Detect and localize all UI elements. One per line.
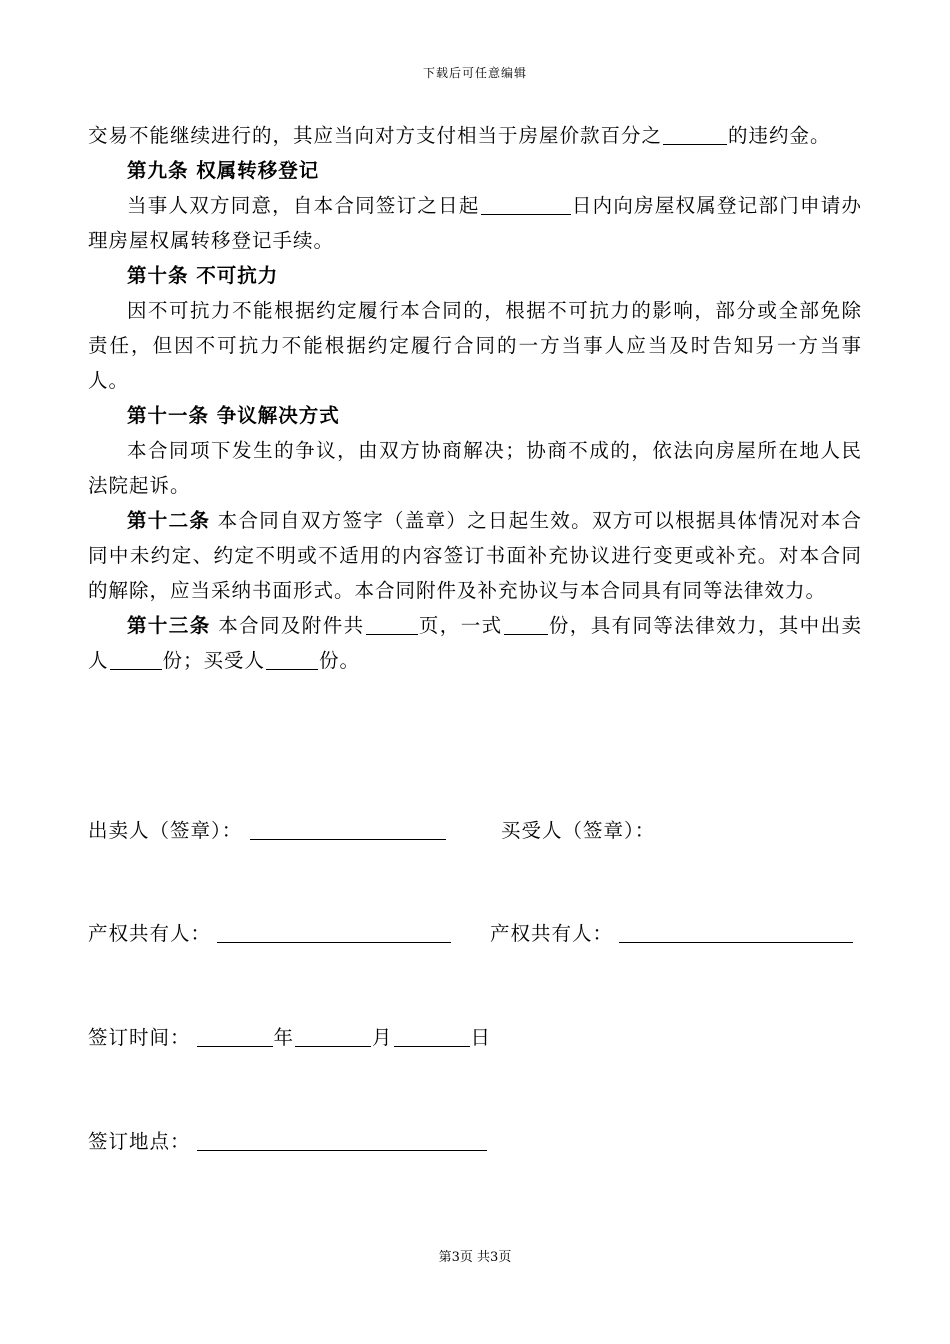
article-13-label: 第十三条 <box>127 614 211 637</box>
article-9-text: 当事人双方同意，自本合同签订之日起 日内向房屋权属登记部门申请办理房屋权属转移登记手续。 <box>88 194 862 252</box>
buyer-copies-blank[interactable] <box>266 649 318 670</box>
co-owner-line-1[interactable] <box>217 922 451 943</box>
signing-date-label: 签订时间： <box>88 1026 191 1049</box>
article-10-title: 第十条 不可抗力 <box>127 264 279 287</box>
copies-blank[interactable] <box>504 614 548 635</box>
percentage-blank[interactable] <box>663 124 727 145</box>
article-10-text: 因不可抗力不能根据约定履行本合同的，根据不可抗力的影响，部分或全部免除责任，但因不可抗力不能根据约定履行合同的一方当事人应当及时告知另一方当事人。 <box>88 299 862 392</box>
signing-place-label: 签订地点： <box>88 1130 191 1153</box>
co-owner-label-2: 产权共有人： <box>490 922 614 945</box>
seller-copies-blank[interactable] <box>110 649 162 670</box>
article-13: 第十三条 本合同及附件共 页，一式 份，具有同等法律效力，其中出卖人 份；买受人 份。 <box>88 614 862 672</box>
year-blank[interactable] <box>197 1026 273 1047</box>
co-owner-row <box>88 918 614 946</box>
buyer-signature-label: 买受人（签章）： <box>501 819 656 842</box>
page-footer: 第3页 共3页 <box>438 1250 512 1265</box>
article-11-title: 第十一条 争议解决方式 <box>127 404 340 427</box>
seller-signature-row <box>88 815 656 843</box>
signing-date-row: 签订时间： 年 月 日 <box>88 1026 492 1049</box>
co-owner-2 <box>490 918 854 946</box>
contract-body <box>88 118 862 678</box>
page-header: 下载后可任意编辑 <box>422 66 527 80</box>
article-12-label: 第十二条 <box>127 509 211 532</box>
signing-place-line[interactable] <box>197 1130 487 1151</box>
pages-blank[interactable] <box>366 614 418 635</box>
co-owner-line-2[interactable] <box>619 922 853 943</box>
article-8-tail: 交易不能继续进行的，其应当向对方支付相当于房屋价款百分之 的违约金。 <box>88 124 831 147</box>
signing-place-row <box>88 1126 488 1154</box>
article-12: 第十二条 本合同自双方签字（盖章）之日起生效。双方可以根据具体情况对本合同中未约定、约定不明或不适用的内容签订书面补充协议进行变更或补充。对本合同的解除，应当采纳书面形式。本合同附件及补充协议与本合同具有同等法律效力。 <box>88 509 862 602</box>
co-owner-label-1: 产权共有人： <box>88 922 212 945</box>
article-9-title: 第九条 权属转移登记 <box>127 159 320 182</box>
days-blank[interactable] <box>481 194 571 215</box>
article-11-text: 本合同项下发生的争议，由双方协商解决；协商不成的，依法向房屋所在地人民法院起诉。 <box>88 439 862 497</box>
month-blank[interactable] <box>295 1026 371 1047</box>
seller-signature-line[interactable] <box>250 819 446 840</box>
day-blank[interactable] <box>394 1026 470 1047</box>
seller-signature-label: 出卖人（签章）： <box>88 819 243 842</box>
